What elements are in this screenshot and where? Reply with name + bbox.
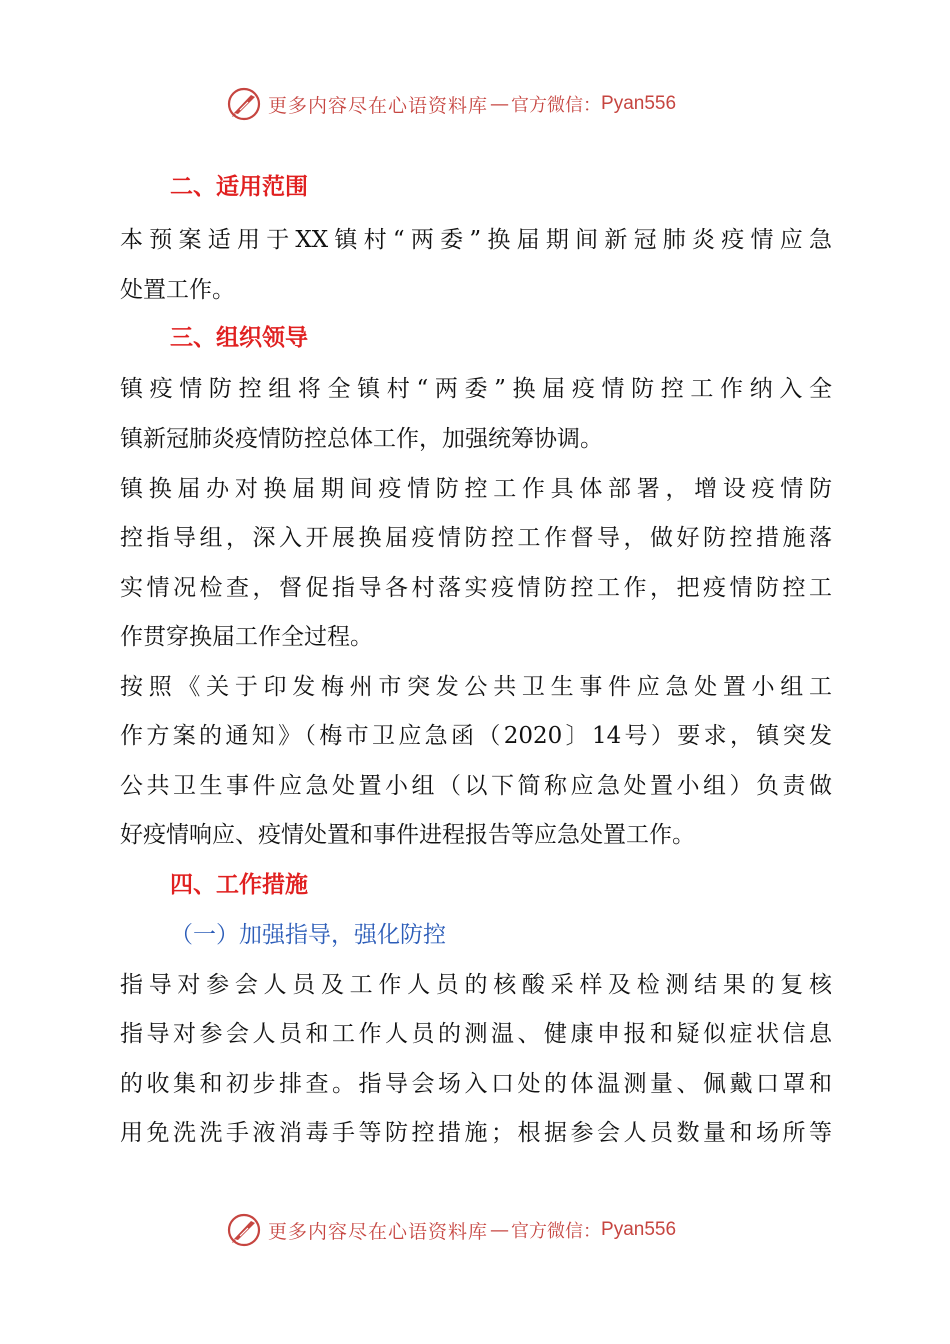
watermark-header	[226, 84, 676, 124]
watermark-label: 官方微信：	[511, 1221, 602, 1242]
body-line: 控指导组，深入开展换届疫情防控工作督导，做好防控措施落	[120, 525, 832, 551]
quill-pen-logo-icon	[226, 86, 262, 122]
section-heading-scope: 二、适用范围	[170, 174, 308, 200]
body-line: 好疫情响应、疫情处置和事件进程报告等应急处置工作。	[120, 822, 695, 848]
watermark-text: 更多内容尽在心语资料库	[268, 94, 489, 117]
quill-pen-logo-icon	[226, 1212, 262, 1248]
body-line: 按照《关于印发梅州市突发公共卫生事件应急处置小组工	[120, 674, 832, 700]
watermark-footer	[226, 1210, 676, 1250]
body-line: 用免洗洗手液消毒手等防控措施；根据参会人员数量和场所等	[120, 1120, 832, 1146]
body-line: 作方案的通知》（梅市卫应急函（2020〕14号）要求，镇突发	[120, 723, 832, 749]
watermark-label: 官方微信：	[511, 95, 602, 116]
body-line: 作贯穿换届工作全过程。	[120, 624, 373, 650]
section-heading-measures: 四、工作措施	[170, 872, 308, 898]
watermark-text: 更多内容尽在心语资料库	[268, 1220, 489, 1243]
body-line: 指导对参会人员及工作人员的核酸采样及检测结果的复核	[120, 972, 832, 998]
watermark-separator: —	[490, 93, 510, 115]
section-heading-organization: 三、组织领导	[170, 325, 308, 351]
body-line: 的收集和初步排查。指导会场入口处的体温测量、佩戴口罩和	[120, 1071, 832, 1097]
body-line: 指导对参会人员和工作人员的测温、健康申报和疑似症状信息	[120, 1021, 832, 1047]
body-line: 镇新冠肺炎疫情防控总体工作，加强统筹协调。	[120, 426, 603, 452]
watermark-wechat-id: Pyan556	[601, 1219, 677, 1240]
watermark-wechat-id: Pyan556	[601, 93, 677, 114]
body-line: 本预案适用于XX镇村“两委”换届期间新冠肺炎疫情应急	[120, 227, 832, 253]
watermark-separator: —	[490, 1219, 510, 1241]
body-line: 镇换届办对换届期间疫情防控工作具体部署，增设疫情防	[120, 476, 832, 502]
body-line: 公共卫生事件应急处置小组（以下简称应急处置小组）负责做	[120, 773, 832, 799]
subsection-heading-guidance: （一）加强指导，强化防控	[170, 922, 446, 948]
body-line: 实情况检查，督促指导各村落实疫情防控工作，把疫情防控工	[120, 575, 832, 601]
body-line: 处置工作。	[120, 277, 235, 303]
body-line: 镇疫情防控组将全镇村“两委”换届疫情防控工作纳入全	[120, 376, 832, 402]
